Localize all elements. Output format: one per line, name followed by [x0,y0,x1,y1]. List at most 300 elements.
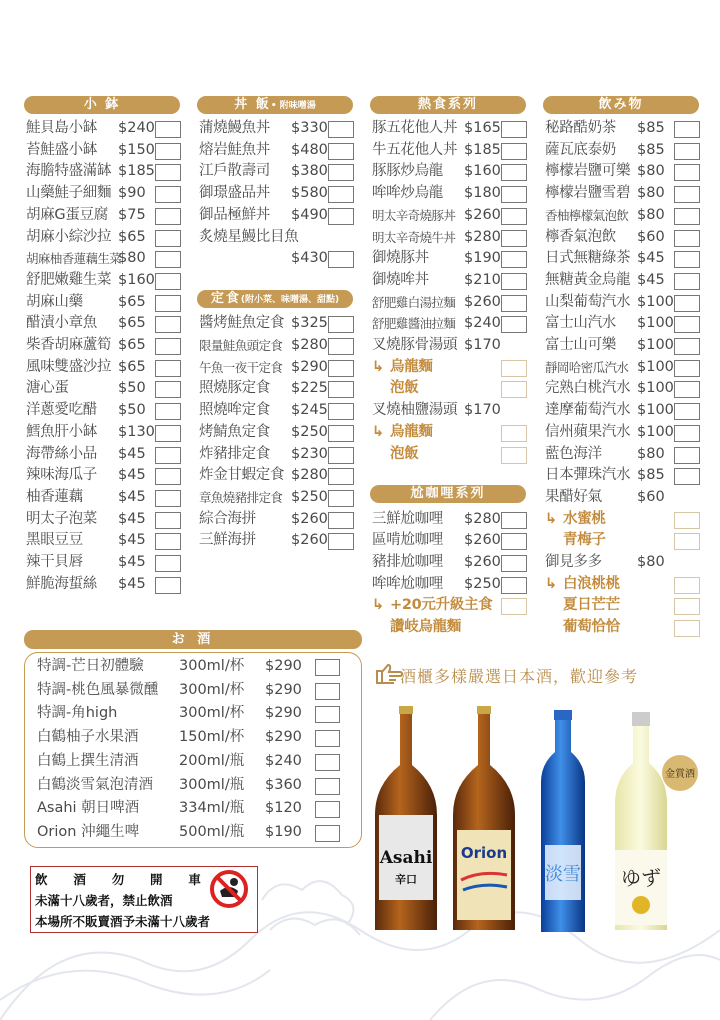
menu-item [372,400,528,421]
item-name: 葡萄恰恰 [563,619,620,636]
item-price: $130 [118,423,155,440]
item-name: 三鮮海拼 [199,532,256,549]
order-quantity-box[interactable] [501,512,527,529]
order-quantity-box[interactable] [155,316,181,333]
menu-item [545,357,701,378]
item-name: 午魚一夜干定食 [199,359,283,375]
asahi-bottle [375,706,437,930]
sake-volume: 200ml/瓶 [179,752,245,769]
item-name: 御燒豚丼 [372,250,429,267]
sake-name: 特調-芒日初體驗 [37,658,144,674]
order-quantity-box[interactable] [155,273,181,290]
item-price: $100 [637,380,674,397]
item-name: 水蜜桃 [563,510,606,527]
order-quantity-box[interactable] [155,338,181,355]
yuzu-label: ゆず [621,866,661,890]
section-title: 尬咖哩系列 [410,485,486,501]
order-quantity-box[interactable] [155,425,181,442]
menu-item [199,140,355,161]
order-quantity-box[interactable] [501,186,527,203]
menu-item [199,400,355,421]
item-price: $160 [464,163,501,180]
sake-item [37,750,357,772]
menu-item [199,422,355,443]
order-quantity-box[interactable] [328,381,354,398]
order-quantity-box[interactable] [674,295,700,312]
menu-item [545,161,701,182]
order-quantity-box[interactable] [315,730,340,747]
order-quantity-box[interactable] [328,186,354,203]
item-name: 胡麻G蛋豆腐 [26,206,108,223]
item-name: 御品極鮮丼 [199,206,270,223]
order-quantity-box[interactable] [674,468,700,485]
item-name: 達摩葡萄汽水 [545,402,631,419]
order-quantity-box[interactable] [155,577,181,594]
menu-item [545,530,701,551]
menu-item [545,378,701,399]
order-quantity-box[interactable] [501,360,527,377]
section-header-hot [370,96,526,114]
menu-item [372,357,528,378]
order-quantity-box[interactable] [328,403,354,420]
order-quantity-box[interactable] [328,208,354,225]
menu-item [372,595,528,616]
order-quantity-box[interactable] [328,533,354,550]
item-name: 蒲燒鰻魚丼 [199,120,270,136]
order-quantity-box[interactable] [155,230,181,247]
sake-name: Orion 沖繩生啤 [37,823,140,840]
menu-item [545,248,701,269]
item-price: $240 [118,120,155,136]
order-quantity-box[interactable] [501,555,527,572]
order-quantity-box[interactable] [155,186,181,203]
item-price: $85 [637,141,665,158]
menu-item [199,357,355,378]
item-name: 山藥鮭子細麵 [26,185,112,202]
order-quantity-box[interactable] [501,577,527,594]
item-name: 御見多多 [545,554,602,570]
asahi-label: Asahi [379,848,433,868]
order-quantity-box[interactable] [501,121,527,138]
item-name: 叉燒豚骨湯頭 [372,337,458,353]
item-name: 限量鮭魚頭定食 [199,338,283,353]
order-quantity-box[interactable] [155,295,181,312]
sake-name: 白鶴淡雪氣泡清酒 [37,776,153,793]
drinking-warning [30,866,258,933]
item-price: $50 [118,380,146,397]
item-price: $240 [464,315,501,332]
order-quantity-box[interactable] [315,683,340,700]
item-price: $150 [118,141,155,158]
item-price: $185 [118,163,155,180]
order-quantity-box[interactable] [674,360,700,377]
order-quantity-box[interactable] [674,620,700,637]
menu-item [372,161,528,182]
item-price: $100 [637,293,674,310]
item-price: $430 [291,250,328,267]
item-price: $170 [464,337,501,353]
item-price: $45 [118,445,146,462]
menu-item [372,313,528,334]
order-quantity-box[interactable] [328,468,354,485]
sake-volume: 300ml/杯 [179,658,245,674]
order-quantity-box[interactable] [501,316,527,333]
item-price: $250 [291,423,328,440]
warning-line-3: 本場所不販賣酒予未滿十八歲者 [35,914,211,929]
item-price: $100 [637,358,674,375]
item-name: 辣味海瓜子 [26,467,97,484]
orion-label: Orion [460,844,508,862]
order-quantity-box[interactable] [674,164,700,181]
menu-item [545,595,701,616]
sake-volume: 334ml/瓶 [179,800,245,817]
item-name: 薩瓦底泰奶 [545,141,616,158]
item-price: $45 [118,532,146,549]
menu-item [199,183,355,204]
item-name: 烏龍麵 [390,423,433,440]
item-name: 風味雙盛沙拉 [26,358,112,375]
menu-item [26,248,182,269]
item-price: $260 [464,532,501,549]
item-name: 信州蘋果汽水 [545,423,631,440]
order-quantity-box[interactable] [328,360,354,377]
order-quantity-box[interactable] [674,143,700,160]
order-quantity-box[interactable] [155,447,181,464]
item-price: $190 [464,250,501,267]
order-quantity-box[interactable] [501,164,527,181]
order-quantity-box[interactable] [155,490,181,507]
order-quantity-box[interactable] [328,512,354,529]
menu-item [545,270,701,291]
menu-item [199,487,355,508]
order-quantity-box[interactable] [328,121,354,138]
menu-item [372,270,528,291]
item-name: 果醋好氣 [545,488,602,505]
sake-item [37,702,357,724]
asahi-sub-label: 辛口 [395,873,417,886]
item-price: $65 [118,315,146,332]
sake-item [37,774,357,796]
item-price: $260 [464,293,501,310]
item-name: 烤鯖魚定食 [199,423,270,440]
order-quantity-box[interactable] [501,143,527,160]
no-drinking-icon [206,869,252,909]
menu-item [26,378,182,399]
sake-item [37,821,357,843]
order-quantity-box[interactable] [501,295,527,312]
order-quantity-box[interactable] [328,316,354,333]
menu-item [26,118,182,139]
order-quantity-box[interactable] [315,778,340,795]
item-name: 舒肥雞白湯拉麵 [372,294,456,310]
item-name: 明太子泡菜 [26,510,97,527]
item-name: 檸檬岩鹽雪碧 [545,185,631,202]
item-name: 醋漬小章魚 [26,315,97,332]
menu-item [545,444,701,465]
menu-item [545,465,701,486]
order-quantity-box[interactable] [155,403,181,420]
item-name: +20元升級主食 [390,597,493,614]
section-header-curry [370,485,526,503]
item-name: 舒肥雞醬油拉麵 [372,316,456,332]
sake-list [24,652,362,848]
order-quantity-box[interactable] [328,425,354,442]
item-name: 牛五花他人丼 [372,141,458,158]
sake-name: 白鶴柚子水果酒 [37,729,139,746]
item-name: 夏日芒芒 [563,597,620,614]
yuzu-bottle [615,712,698,930]
order-quantity-box[interactable] [315,801,340,818]
order-quantity-box[interactable] [328,490,354,507]
order-quantity-box[interactable] [674,316,700,333]
item-name: 明太辛奇燒牛丼 [372,229,456,245]
order-quantity-box[interactable] [328,143,354,160]
order-quantity-box[interactable] [501,598,527,615]
menu-item [372,574,528,595]
item-price: $380 [291,163,328,180]
menu-item [372,292,528,313]
menu-item [199,335,355,356]
item-name: 炙燒星鰻比目魚 [199,228,299,245]
item-name: 海帶絲小品 [26,445,97,462]
item-price: $100 [637,315,674,332]
item-price: $260 [291,510,328,527]
order-quantity-box[interactable] [155,533,181,550]
item-price: $80 [637,554,665,570]
order-quantity-box[interactable] [155,121,181,138]
menu-item [372,378,528,399]
order-quantity-box[interactable] [315,825,340,842]
item-name: 海膽特盛滿缽 [26,163,112,180]
item-price: $100 [637,402,674,419]
menu-item [545,292,701,313]
menu-item [26,444,182,465]
menu-item [372,248,528,269]
menu-item [545,140,701,161]
item-name: 苔鮭盛小缽 [26,141,97,158]
item-name: 秘路酷奶茶 [545,120,616,136]
order-quantity-box[interactable] [328,251,354,268]
item-name: 泡飯 [390,445,419,462]
menu-item [199,378,355,399]
menu-item [26,335,182,356]
item-price: $65 [118,228,146,245]
item-price: $250 [291,488,328,505]
menu-item [199,313,355,334]
order-quantity-box[interactable] [155,208,181,225]
sake-price: $290 [265,705,302,722]
order-quantity-box[interactable] [501,425,527,442]
awayuki-bottle [541,710,585,932]
item-name: 鮮脆海蜇絲 [26,575,97,592]
menu-item [372,617,528,638]
item-name: 無糖黃金烏龍 [545,271,631,288]
item-name: 辣干貝唇 [26,554,83,570]
order-quantity-box[interactable] [155,555,181,572]
item-price: $75 [118,206,146,223]
item-name: 香柚檸檬氣泡飲 [545,207,629,223]
menu-item [545,205,701,226]
sake-item [37,726,357,748]
item-name: 章魚燒豬排定食 [199,489,283,505]
order-quantity-box[interactable] [674,403,700,420]
item-name: 日本彈珠汽水 [545,467,631,484]
item-name: 哞哞尬咖哩 [372,575,443,592]
menu-item [545,118,701,139]
order-quantity-box[interactable] [674,577,700,594]
order-quantity-box[interactable] [155,143,181,160]
item-name: 炸金甘蝦定食 [199,467,285,484]
order-quantity-box[interactable] [501,533,527,550]
sake-volume: 300ml/瓶 [179,776,245,793]
menu-item [26,530,182,551]
item-name: 三鮮尬咖哩 [372,510,443,527]
sake-price: $360 [265,776,302,793]
item-price: $90 [118,185,146,202]
sake-volume: 300ml/杯 [179,705,245,722]
order-quantity-box[interactable] [674,381,700,398]
item-price: $160 [118,271,155,288]
menu-item [372,422,528,443]
order-quantity-box[interactable] [674,447,700,464]
item-name: 胡麻柚香蓮藕生菜 [26,251,122,267]
sake-volume: 500ml/瓶 [179,823,245,840]
menu-item [26,205,182,226]
sake-price: $290 [265,658,302,674]
item-price: $45 [118,488,146,505]
item-name: 豬排尬咖哩 [372,554,443,570]
order-quantity-box[interactable] [155,360,181,377]
menu-item [199,118,355,139]
section-title: 小 鉢 [83,97,121,112]
sake-item [37,797,357,819]
menu-item [26,183,182,204]
item-name: 檸香氣泡飲 [545,228,616,245]
item-price: $185 [464,141,501,158]
order-quantity-box[interactable] [315,706,340,723]
order-quantity-box[interactable] [155,512,181,529]
item-name: 御璟盛品丼 [199,185,270,202]
order-quantity-box[interactable] [674,425,700,442]
item-price: $260 [464,554,501,570]
order-quantity-box[interactable] [674,512,700,529]
item-name: 醬烤鮭魚定食 [199,315,285,332]
order-quantity-box[interactable] [674,338,700,355]
menu-item [26,161,182,182]
order-quantity-box[interactable] [501,251,527,268]
item-price: $225 [291,380,328,397]
order-quantity-box[interactable] [674,186,700,203]
section-header-teishoku [197,290,353,308]
order-quantity-box[interactable] [315,754,340,771]
item-name: 鱈魚肝小缽 [26,423,97,440]
order-quantity-box[interactable] [501,381,527,398]
order-quantity-box[interactable] [155,468,181,485]
item-name: 烏龍麵 [390,358,433,375]
order-quantity-box[interactable] [674,598,700,615]
item-name: 區啃尬咖哩 [372,532,443,549]
menu-item [545,487,701,508]
sub-option-arrow-icon: ↳ [545,510,558,527]
item-name: 洋蔥愛吃醋 [26,402,97,419]
menu-item [372,509,528,530]
order-quantity-box[interactable] [501,273,527,290]
item-name: 明太辛奇燒豚丼 [372,207,456,223]
warning-line-1: 飲 酒 勿 開 車 [35,872,204,887]
award-badge: 金賞酒 [665,769,695,780]
item-price: $65 [118,358,146,375]
order-quantity-box[interactable] [155,381,181,398]
item-name: 藍色海洋 [545,445,602,462]
menu-item [372,227,528,248]
menu-item [26,313,182,334]
order-quantity-box[interactable] [501,230,527,247]
menu-item [545,313,701,334]
order-quantity-box[interactable] [674,273,700,290]
item-name: 熔岩鮭魚丼 [199,141,270,158]
sake-item [37,655,357,677]
item-name: 日式無糖綠茶 [545,250,631,267]
order-quantity-box[interactable] [315,659,340,676]
order-quantity-box[interactable] [501,208,527,225]
bottle-images [375,700,705,940]
item-price: $165 [464,120,501,136]
item-name: 泡飯 [390,380,419,397]
item-name: 讚岐烏龍麵 [390,619,461,636]
item-name: 柴香胡麻蘆筍 [26,337,112,353]
menu-item [545,400,701,421]
sake-name: 特調-角high [37,705,118,722]
menu-item [372,183,528,204]
order-quantity-box[interactable] [674,121,700,138]
item-price: $250 [464,575,501,592]
sake-price: $190 [265,823,302,840]
item-name: 檸檬岩鹽可樂 [545,163,631,180]
order-quantity-box[interactable] [674,251,700,268]
order-quantity-box[interactable] [674,533,700,550]
order-quantity-box[interactable] [328,164,354,181]
order-quantity-box[interactable] [155,164,181,181]
item-name: 哞哞炒烏龍 [372,185,443,202]
sake-recommendation: 酒櫃多樣嚴選日本酒，歡迎參考 [400,667,639,686]
item-price: $45 [637,271,665,288]
item-price: $45 [118,554,146,570]
item-price: $170 [464,402,501,419]
menu-item [372,118,528,139]
item-price: $330 [291,120,328,136]
menu-item [26,509,182,530]
item-name: 綜合海拼 [199,510,256,527]
item-price: $80 [637,206,665,223]
menu-item [199,509,355,530]
order-quantity-box[interactable] [501,447,527,464]
order-quantity-box[interactable] [674,230,700,247]
warning-line-2: 未滿十八歲者，禁止飲酒 [35,893,173,908]
menu-item [199,444,355,465]
sub-option-arrow-icon: ↳ [372,423,385,440]
order-quantity-box[interactable] [674,208,700,225]
order-quantity-box[interactable] [328,447,354,464]
item-name: 豚豚炒烏龍 [372,163,443,180]
order-quantity-box[interactable] [328,338,354,355]
menu-item [372,335,528,356]
menu-item [545,335,701,356]
menu-item [26,292,182,313]
item-price: $260 [291,532,328,549]
sake-price: $290 [265,729,302,746]
item-price: $260 [464,206,501,223]
order-quantity-box[interactable] [155,251,181,268]
